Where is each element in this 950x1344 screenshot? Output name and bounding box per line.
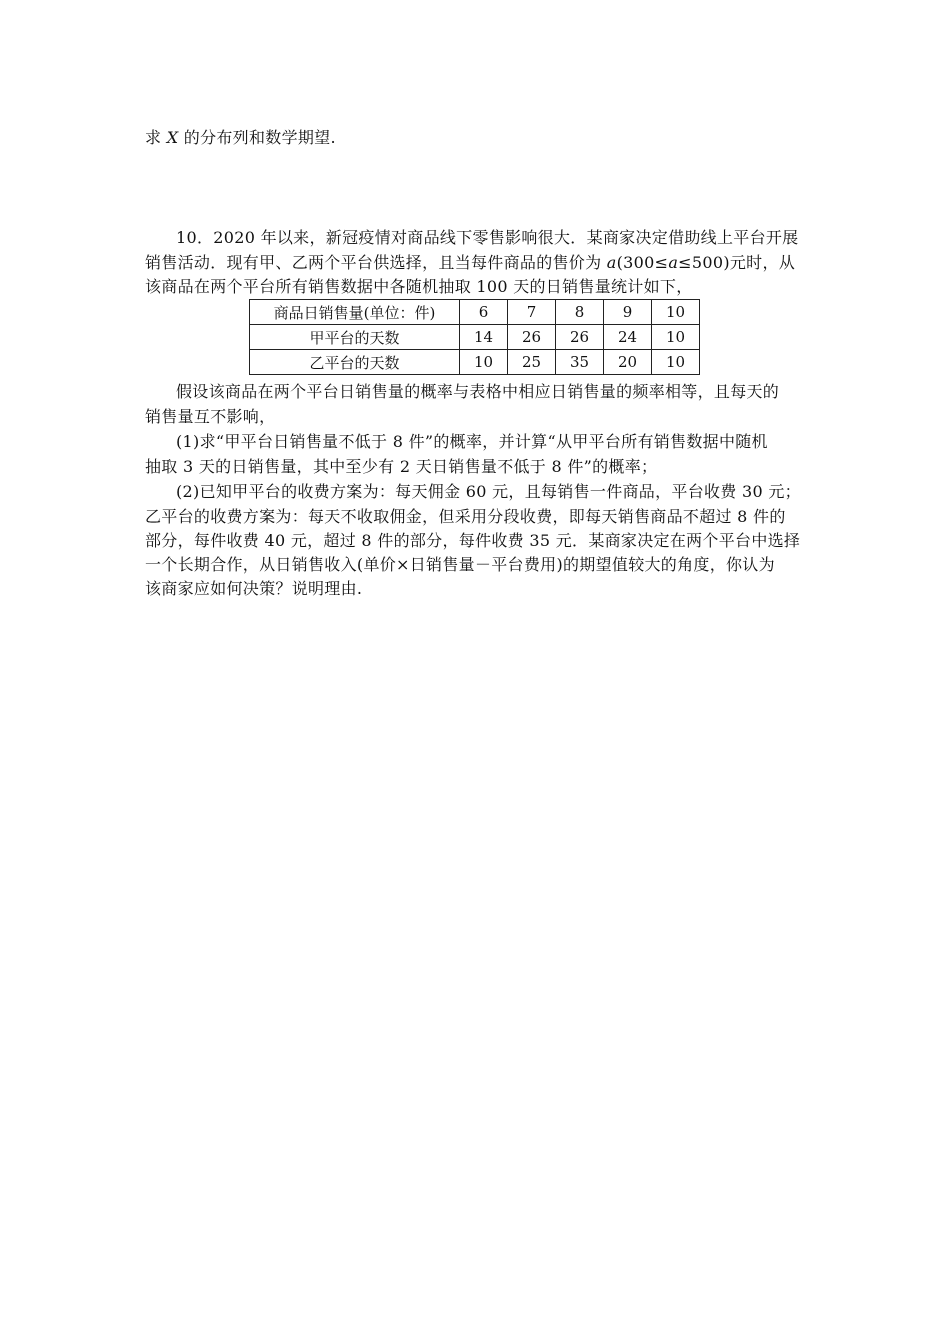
part2-line5: 该商家应如何决策？说明理由. [145, 579, 363, 598]
table-header-row [250, 300, 700, 325]
part1-line1: (1)求“甲平台日销售量不低于 8 件”的概率，并计算“从甲平台所有销售数据中随机 [176, 432, 768, 451]
table-row-label: 甲平台的天数 [250, 325, 460, 350]
table-row [250, 325, 700, 350]
table-cell: 7 [508, 300, 556, 325]
table-cell: 24 [604, 325, 652, 350]
q9-tail-text-end: 的分布列和数学期望. [178, 128, 336, 147]
q9-tail-line [145, 126, 805, 150]
assumption-line1: 假设该商品在两个平台日销售量的概率与表格中相应日销售量的频率相等，且每天的 [176, 382, 780, 401]
table-cell: 14 [460, 325, 508, 350]
q10-intro-line1: 10．2020 年以来，新冠疫情对商品线下零售影响很大．某商家决定借助线上平台开展 [176, 228, 799, 247]
table-cell: 26 [508, 325, 556, 350]
variable-a: a [668, 253, 679, 272]
part1-line2: 抽取 3 天的日销售量，其中至少有 2 天日销售量不低于 8 件”的概率； [145, 457, 658, 476]
sales-table [249, 299, 700, 375]
part2-line2: 乙平台的收费方案为：每天不收取佣金，但采用分段收费，即每天销售商品不超过 8 件的 [145, 507, 786, 526]
table-row [250, 350, 700, 375]
table-cell: 10 [460, 350, 508, 375]
table-cell: 10 [652, 300, 700, 325]
table-cell: 25 [508, 350, 556, 375]
table-cell: 10 [652, 350, 700, 375]
table-cell: 10 [652, 325, 700, 350]
table-row-label: 乙平台的天数 [250, 350, 460, 375]
q9-variable: X [166, 128, 179, 147]
table-header-label: 商品日销售量(单位：件) [250, 300, 460, 325]
table-cell: 20 [604, 350, 652, 375]
table-cell: 26 [556, 325, 604, 350]
table-cell: 35 [556, 350, 604, 375]
table-cell: 6 [460, 300, 508, 325]
part2-line3: 部分，每件收费 40 元，超过 8 件的部分，每件收费 35 元．某商家决定在两个平台中选择 [145, 531, 801, 550]
part2-line1: (2)已知甲平台的收费方案为：每天佣金 60 元，且每销售一件商品，平台收费 30 元； [176, 482, 801, 501]
variable-a: a [606, 253, 617, 272]
q10-intro-line2: 销售活动．现有甲、乙两个平台供选择，且当每件商品的售价为 a(300≤a≤500)元时，从 [145, 253, 796, 272]
table-cell: 8 [556, 300, 604, 325]
part2-line4: 一个长期合作，从日销售收入(单价×日销售量－平台费用)的期望值较大的角度，你认为 [145, 555, 775, 574]
q10-intro-line3: 该商品在两个平台所有销售数据中各随机抽取 100 天的日销售量统计如下， [145, 277, 693, 296]
table-cell: 9 [604, 300, 652, 325]
q9-tail-text: 求 [145, 128, 167, 147]
assumption-line2: 销售量互不影响， [145, 407, 276, 426]
